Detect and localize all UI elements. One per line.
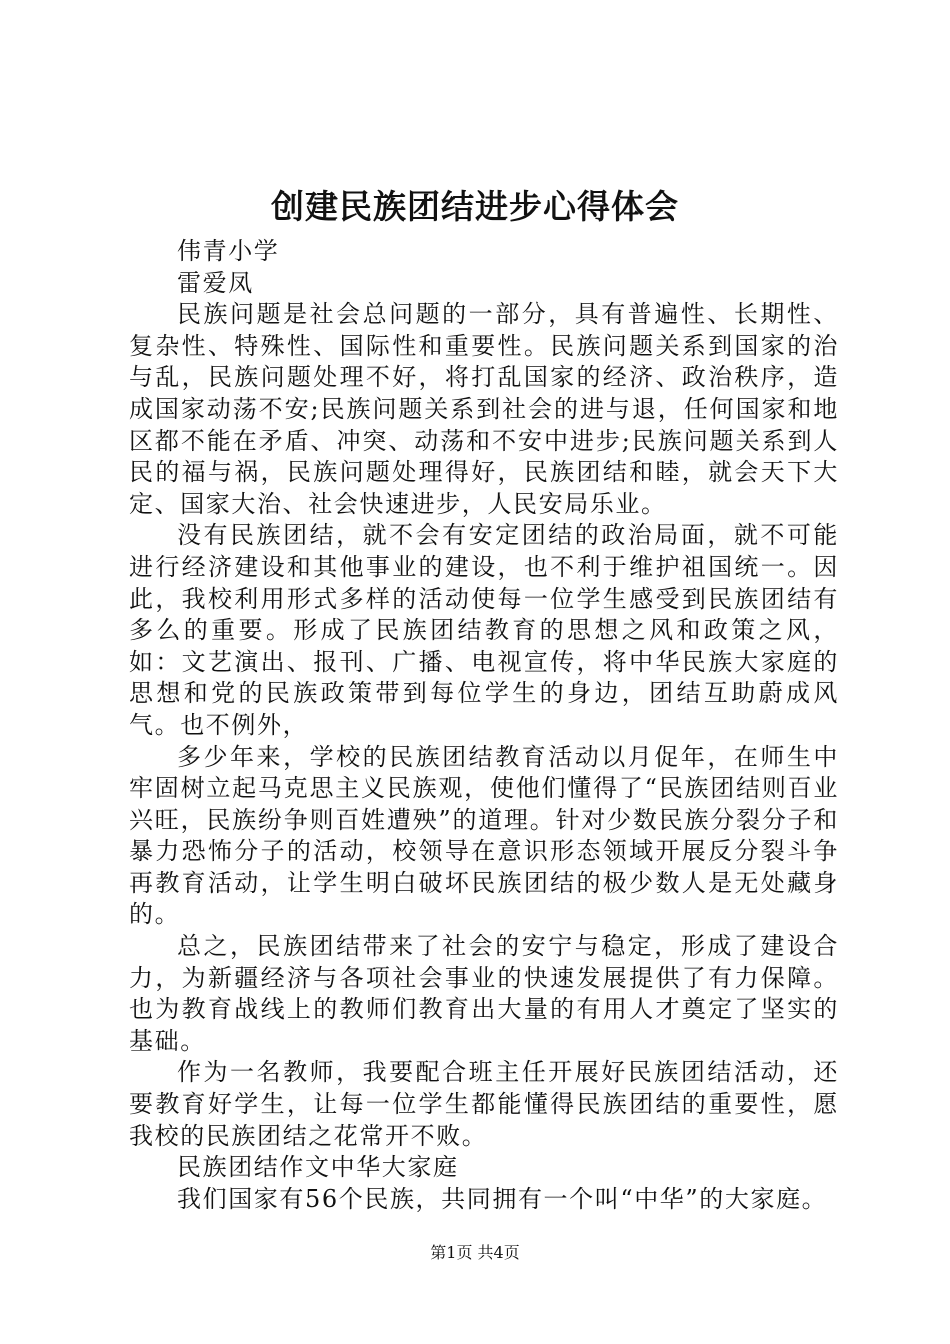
- section-heading: 民族团结作文中华大家庭: [177, 1153, 459, 1182]
- school-name: 伟青小学: [177, 237, 280, 265]
- paragraph-3: 多少年来，学校的民族团结教育活动以月促年，在师生中牢固树立起马克思主义民族观，使他们懂得了“民族团结则百业兴旺，民族纷争则百姓遭殃”的道理。针对少数民族分裂分子和暴力恐怖分子的活动，校领导在意识形态领域开展反分裂斗争再教育活动，让学生明白破坏民族团结的极少数人是无处藏身的。: [129, 742, 839, 929]
- paragraph-1: 民族问题是社会总问题的一部分，具有普遍性、长期性、复杂性、特殊性、国际性和重要性。民族问题关系到国家的治与乱，民族问题处理不好，将打乱国家的经济、政治秩序，造成国家动荡不安;民族问题关系到社会的进与退，任何国家和地区都不能在矛盾、冲突、动荡和不安中进步;民族问题关系到人民的福与祸，民族问题处理得好，民族团结和睦，就会天下大定、国家大治、社会快速进步，人民安局乐业。: [129, 300, 839, 518]
- paragraph-5: 作为一名教师，我要配合班主任开展好民族团结活动，还要教育好学生，让每一位学生都能懂得民族团结的重要性，愿我校的民族团结之花常开不败。: [129, 1058, 839, 1150]
- document-title: 创建民族团结进步心得体会: [271, 187, 679, 226]
- paragraph-6: 我们国家有56个民族，共同拥有一个叫“中华”的大家庭。: [177, 1184, 828, 1213]
- document-body: [129, 236, 839, 1215]
- paragraph-2: 没有民族团结，就不会有安定团结的政治局面，就不可能进行经济建设和其他事业的建设，也不利于维护祖国统一。因此，我校利用形式多样的活动使每一位学生感受到民族团结有多么的重要。形成了民族团结教育的思想之风和政策之风，如：文艺演出、报刊、广播、电视宣传，将中华民族大家庭的思想和党的民族政策带到每位学生的身边，团结互助蔚成风气。也不例外，: [129, 521, 839, 739]
- page-footer: 第1页 共4页: [430, 1243, 520, 1262]
- author-name: 雷爱凤: [177, 268, 254, 297]
- paragraph-4: 总之，民族团结带来了社会的安宁与稳定，形成了建设合力，为新疆经济与各项社会事业的快速发展提供了有力保障。也为教育战线上的教师们教育出大量的有用人才奠定了坚实的基础。: [129, 932, 839, 1055]
